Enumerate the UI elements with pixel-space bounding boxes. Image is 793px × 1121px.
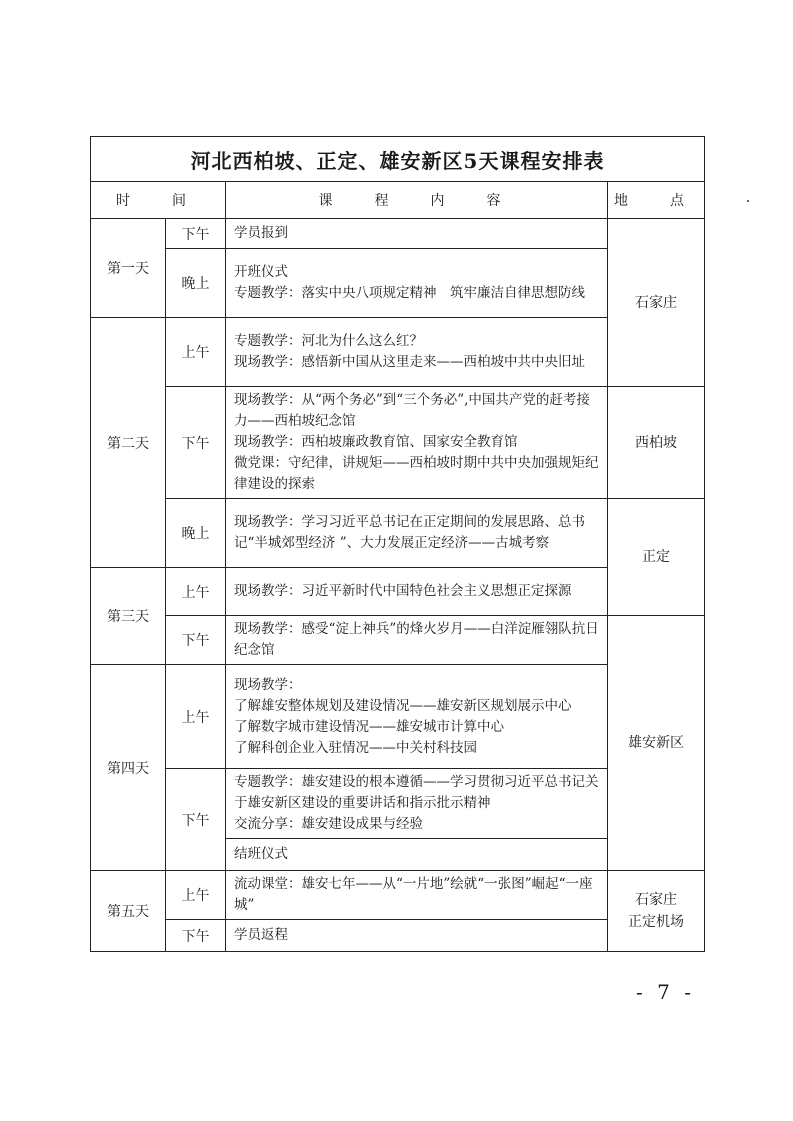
period-label: 上午	[166, 568, 226, 616]
content-line: 了解科创企业入驻情况——中关村科技园	[234, 739, 477, 756]
day-label: 第五天	[91, 871, 166, 952]
content-line: 了解雄安整体规划及建设情况——雄安新区规划展示中心	[234, 697, 572, 714]
content-line: 学员返程	[234, 927, 288, 943]
course-content	[226, 920, 608, 952]
course-content	[226, 318, 608, 387]
place-line: 正定机场	[628, 914, 685, 930]
period-label: 下午	[166, 616, 226, 665]
content-line: 微党课：守纪律，讲规矩——西柏坡时期中共中央加强规矩纪律建设的探索	[234, 455, 599, 492]
content-line: 了解数字城市建设情况——雄安城市计算中心	[234, 718, 504, 735]
header-content: 课 程 内 容	[226, 182, 608, 219]
page-number: - 7 -	[636, 980, 695, 1004]
content-line: 交流分享：雄安建设成果与经验	[234, 816, 423, 832]
scan-speck	[747, 200, 749, 202]
day-label: 第一天	[91, 219, 166, 318]
course-content	[226, 616, 608, 665]
period-label: 上午	[166, 665, 226, 769]
period-label: 晚上	[166, 499, 226, 568]
course-content	[226, 249, 608, 318]
course-content	[226, 499, 608, 568]
table-title: 河北西柏坡、正定、雄安新区5天课程安排表	[91, 137, 705, 182]
course-content	[226, 568, 608, 616]
schedule-sheet	[90, 136, 704, 952]
place-cell: 石家庄	[608, 219, 705, 387]
content-line: 现场教学：感悟新中国从这里走来——西柏坡中共中央旧址	[234, 354, 585, 370]
course-content	[226, 219, 608, 249]
content-line: 开班仪式	[234, 264, 288, 280]
content-line: 现场教学：感受“淀上神兵”的烽火岁月——白洋淀雁翎队抗日纪念馆	[234, 621, 599, 658]
place-line: 石家庄	[635, 892, 678, 908]
course-content	[226, 871, 608, 920]
course-content	[226, 665, 608, 769]
schedule-table	[90, 136, 705, 952]
course-content	[226, 769, 608, 839]
content-line: 现场教学：西柏坡廉政教育馆、国家安全教育馆	[234, 434, 518, 450]
period-label: 下午	[166, 769, 226, 871]
content-line: 现场教学：习近平新时代中国特色社会主义思想正定探源	[234, 583, 572, 599]
day-label: 第四天	[91, 665, 166, 871]
place-cell: 雄安新区	[608, 616, 705, 871]
day-label: 第三天	[91, 568, 166, 665]
content-line: 专题教学：雄安建设的根本遵循——学习贯彻习近平总书记关于雄安新区建设的重要讲话和指示批示精神	[234, 774, 599, 811]
header-time: 时 间	[91, 182, 226, 219]
period-label: 晚上	[166, 249, 226, 318]
header-place: 地 点	[608, 182, 705, 219]
period-label: 上午	[166, 871, 226, 920]
period-label: 下午	[166, 387, 226, 499]
place-cell: 西柏坡	[608, 387, 705, 499]
day-label: 第二天	[91, 318, 166, 568]
content-line: 专题教学：落实中央八项规定精神 筑牢廉洁自律思想防线	[234, 285, 585, 301]
content-line: 现场教学：	[234, 676, 302, 693]
place-cell	[608, 871, 705, 952]
place-cell: 正定	[608, 499, 705, 616]
content-line: 结班仪式	[234, 846, 288, 862]
content-line: 现场教学：从“两个务必”到“三个务必”,中国共产党的赶考接力——西柏坡纪念馆	[234, 392, 590, 429]
period-label: 下午	[166, 920, 226, 952]
period-label: 下午	[166, 219, 226, 249]
course-content	[226, 387, 608, 499]
course-content	[226, 839, 608, 871]
content-line: 学员报到	[234, 225, 288, 241]
period-label: 上午	[166, 318, 226, 387]
content-line: 流动课堂：雄安七年——从“一片地”绘就“一张图”崛起“一座城”	[234, 876, 593, 913]
content-line: 现场教学：学习习近平总书记在正定期间的发展思路、总书记“半城郊型经济 ”、大力发展正定经济——古城考察	[234, 514, 585, 551]
content-line: 专题教学：河北为什么这么红？	[234, 333, 423, 349]
